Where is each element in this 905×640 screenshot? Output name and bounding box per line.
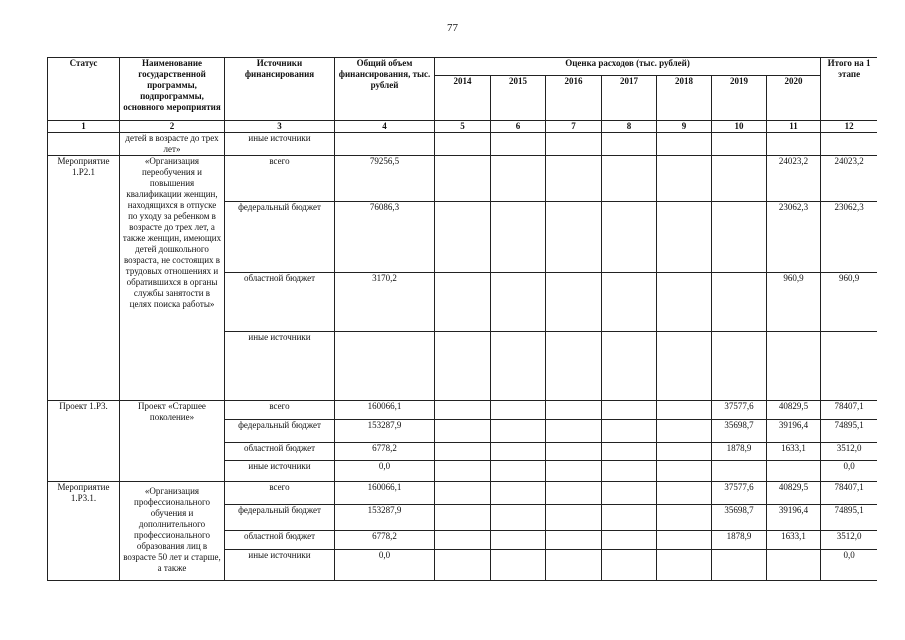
year-cell bbox=[602, 401, 657, 420]
header-row bbox=[48, 58, 878, 76]
year-cell bbox=[546, 443, 602, 461]
year-cell bbox=[491, 133, 546, 156]
year-cell bbox=[712, 133, 767, 156]
year-cell bbox=[435, 273, 491, 332]
page-number: 77 bbox=[447, 22, 458, 34]
header-name: Наименование государственной программы, подпрограммы, основного мероприятия bbox=[120, 58, 225, 121]
year-cell bbox=[546, 156, 602, 202]
year-cell bbox=[435, 133, 491, 156]
year-cell bbox=[657, 401, 712, 420]
year-cell bbox=[435, 443, 491, 461]
year-2020-cell: 23062,3 bbox=[767, 202, 821, 273]
year-cell bbox=[491, 420, 546, 443]
year-2020-cell bbox=[767, 550, 821, 581]
year-cell bbox=[491, 401, 546, 420]
year-cell bbox=[435, 420, 491, 443]
year-2016: 2016 bbox=[546, 75, 602, 120]
year-cell bbox=[657, 332, 712, 401]
col-number: 1 bbox=[48, 121, 120, 133]
col-number: 10 bbox=[712, 121, 767, 133]
year-cell bbox=[435, 202, 491, 273]
year-2019-cell: 1878,9 bbox=[712, 443, 767, 461]
year-cell bbox=[491, 156, 546, 202]
year-2019-cell bbox=[712, 332, 767, 401]
year-cell bbox=[657, 550, 712, 581]
block-status: Мероприятие 1.Р3.1. bbox=[48, 482, 120, 581]
stage-cell: 3512,0 bbox=[821, 443, 877, 461]
stage-cell: 3512,0 bbox=[821, 531, 877, 550]
col-number: 11 bbox=[767, 121, 821, 133]
year-2019: 2019 bbox=[712, 75, 767, 120]
total-cell: 0,0 bbox=[335, 550, 435, 581]
block-status: Мероприятие 1.Р2.1 bbox=[48, 156, 120, 401]
year-cell bbox=[546, 332, 602, 401]
year-2020-cell: 1633,1 bbox=[767, 531, 821, 550]
stage-cell: 0,0 bbox=[821, 550, 877, 581]
year-cell bbox=[546, 202, 602, 273]
budget-sheet bbox=[47, 57, 877, 637]
year-2020-cell: 40829,5 bbox=[767, 482, 821, 505]
total-cell: 76086,3 bbox=[335, 202, 435, 273]
source-cell: областной бюджет bbox=[225, 443, 335, 461]
year-cell bbox=[657, 273, 712, 332]
col-number: 3 bbox=[225, 121, 335, 133]
year-2019-cell bbox=[712, 202, 767, 273]
year-cell bbox=[546, 461, 602, 482]
source-cell: иные источники bbox=[225, 332, 335, 401]
year-2020-cell: 39196,4 bbox=[767, 505, 821, 531]
year-cell bbox=[602, 505, 657, 531]
year-cell bbox=[435, 531, 491, 550]
year-2020-cell: 40829,5 bbox=[767, 401, 821, 420]
source-cell: областной бюджет bbox=[225, 273, 335, 332]
year-cell bbox=[657, 461, 712, 482]
total-cell: 3170,2 bbox=[335, 273, 435, 332]
year-2020-cell bbox=[767, 461, 821, 482]
year-cell bbox=[491, 482, 546, 505]
year-cell bbox=[491, 550, 546, 581]
year-2015: 2015 bbox=[491, 75, 546, 120]
source-cell: иные источники bbox=[225, 133, 335, 156]
year-cell bbox=[657, 505, 712, 531]
year-cell bbox=[602, 156, 657, 202]
source-cell: иные источники bbox=[225, 461, 335, 482]
table-row bbox=[48, 156, 878, 202]
continuation-row bbox=[48, 133, 878, 156]
year-cell bbox=[546, 482, 602, 505]
year-cell bbox=[657, 482, 712, 505]
source-cell: всего bbox=[225, 156, 335, 202]
total-cell: 160066,1 bbox=[335, 482, 435, 505]
budget-table bbox=[47, 57, 877, 581]
col-number: 6 bbox=[491, 121, 546, 133]
year-cell bbox=[602, 420, 657, 443]
col-number: 12 bbox=[821, 121, 877, 133]
year-2020-cell: 960,9 bbox=[767, 273, 821, 332]
stage-cell: 74895,1 bbox=[821, 505, 877, 531]
year-cell bbox=[435, 505, 491, 531]
col-number: 7 bbox=[546, 121, 602, 133]
year-cell bbox=[602, 550, 657, 581]
year-cell bbox=[435, 401, 491, 420]
total-cell: 0,0 bbox=[335, 461, 435, 482]
year-cell bbox=[602, 443, 657, 461]
source-cell: федеральный бюджет bbox=[225, 505, 335, 531]
total-cell: 153287,9 bbox=[335, 420, 435, 443]
year-2014: 2014 bbox=[435, 75, 491, 120]
year-cell bbox=[657, 133, 712, 156]
year-2019-cell: 1878,9 bbox=[712, 531, 767, 550]
continuation-name: детей в возрасте до трех лет» bbox=[120, 133, 225, 156]
header-status: Статус bbox=[48, 58, 120, 121]
year-2019-cell bbox=[712, 550, 767, 581]
year-cell bbox=[546, 531, 602, 550]
year-cell bbox=[657, 531, 712, 550]
year-2020-cell: 24023,2 bbox=[767, 156, 821, 202]
source-cell: всего bbox=[225, 482, 335, 505]
col-number: 2 bbox=[120, 121, 225, 133]
year-cell bbox=[602, 273, 657, 332]
stage-cell: 23062,3 bbox=[821, 202, 877, 273]
col-number: 4 bbox=[335, 121, 435, 133]
total-cell bbox=[335, 133, 435, 156]
header-stage-total: Итого на 1 этапе bbox=[821, 58, 877, 121]
source-cell: федеральный бюджет bbox=[225, 420, 335, 443]
stage-cell bbox=[821, 332, 877, 401]
year-cell bbox=[546, 133, 602, 156]
year-2020-cell: 39196,4 bbox=[767, 420, 821, 443]
year-cell bbox=[491, 505, 546, 531]
year-cell bbox=[602, 202, 657, 273]
stage-cell: 24023,2 bbox=[821, 156, 877, 202]
year-cell bbox=[491, 443, 546, 461]
block-status: Проект 1.Р3. bbox=[48, 401, 120, 482]
table-row bbox=[48, 482, 878, 505]
year-2019-cell bbox=[712, 461, 767, 482]
year-cell bbox=[657, 443, 712, 461]
year-cell bbox=[546, 505, 602, 531]
header-estimate: Оценка расходов (тыс. рублей) bbox=[435, 58, 821, 76]
total-cell: 6778,2 bbox=[335, 531, 435, 550]
year-cell bbox=[435, 156, 491, 202]
stage-cell bbox=[821, 133, 877, 156]
total-cell: 160066,1 bbox=[335, 401, 435, 420]
year-cell bbox=[602, 531, 657, 550]
year-cell bbox=[435, 461, 491, 482]
year-cell bbox=[546, 420, 602, 443]
col-number: 9 bbox=[657, 121, 712, 133]
year-cell bbox=[657, 420, 712, 443]
year-cell bbox=[546, 401, 602, 420]
header-sources: Источники финансирования bbox=[225, 58, 335, 121]
year-2019-cell: 37577,6 bbox=[712, 401, 767, 420]
stage-cell: 78407,1 bbox=[821, 482, 877, 505]
year-2019-cell bbox=[712, 273, 767, 332]
year-2018: 2018 bbox=[657, 75, 712, 120]
block-name: «Организация переобучения и повышения квалификации женщин, находящихся в отпуске по уходу за ребенком в возрасте до трех лет, а также женщин, имеющих детей дошкольного возраста, не состоящих в трудовых отношениях и обратившихся в органы службы занятости в целях поиска работы» bbox=[120, 156, 225, 401]
year-cell bbox=[657, 202, 712, 273]
block-name: «Организация профессионального обучения и дополнительного профессионального образования лиц в возрасте 50 лет и старше, а также bbox=[120, 482, 225, 581]
year-cell bbox=[602, 133, 657, 156]
source-cell: иные источники bbox=[225, 550, 335, 581]
col-number: 5 bbox=[435, 121, 491, 133]
stage-cell: 960,9 bbox=[821, 273, 877, 332]
stage-cell: 0,0 bbox=[821, 461, 877, 482]
status-cell bbox=[48, 133, 120, 156]
block-name: Проект «Старшее поколение» bbox=[120, 401, 225, 482]
year-cell bbox=[491, 461, 546, 482]
year-cell bbox=[491, 202, 546, 273]
year-cell bbox=[435, 550, 491, 581]
year-2019-cell bbox=[712, 156, 767, 202]
year-cell bbox=[491, 531, 546, 550]
year-2019-cell: 37577,6 bbox=[712, 482, 767, 505]
year-2020-cell: 1633,1 bbox=[767, 443, 821, 461]
year-2017: 2017 bbox=[602, 75, 657, 120]
year-cell bbox=[602, 482, 657, 505]
total-cell: 79256,5 bbox=[335, 156, 435, 202]
year-cell bbox=[435, 482, 491, 505]
col-number: 8 bbox=[602, 121, 657, 133]
total-cell: 153287,9 bbox=[335, 505, 435, 531]
year-cell bbox=[491, 273, 546, 332]
total-cell bbox=[335, 332, 435, 401]
total-cell: 6778,2 bbox=[335, 443, 435, 461]
year-cell bbox=[546, 273, 602, 332]
year-2020: 2020 bbox=[767, 75, 821, 120]
stage-cell: 78407,1 bbox=[821, 401, 877, 420]
year-cell bbox=[602, 461, 657, 482]
source-cell: федеральный бюджет bbox=[225, 202, 335, 273]
year-cell bbox=[546, 550, 602, 581]
year-cell bbox=[602, 332, 657, 401]
column-number-row bbox=[48, 121, 878, 133]
year-cell bbox=[491, 332, 546, 401]
year-cell bbox=[657, 156, 712, 202]
source-cell: всего bbox=[225, 401, 335, 420]
year-cell bbox=[767, 133, 821, 156]
table-row bbox=[48, 401, 878, 420]
header-total: Общий объем финансирования, тыс. рублей bbox=[335, 58, 435, 121]
source-cell: областной бюджет bbox=[225, 531, 335, 550]
year-2020-cell bbox=[767, 332, 821, 401]
year-2019-cell: 35698,7 bbox=[712, 505, 767, 531]
year-2019-cell: 35698,7 bbox=[712, 420, 767, 443]
year-cell bbox=[435, 332, 491, 401]
stage-cell: 74895,1 bbox=[821, 420, 877, 443]
